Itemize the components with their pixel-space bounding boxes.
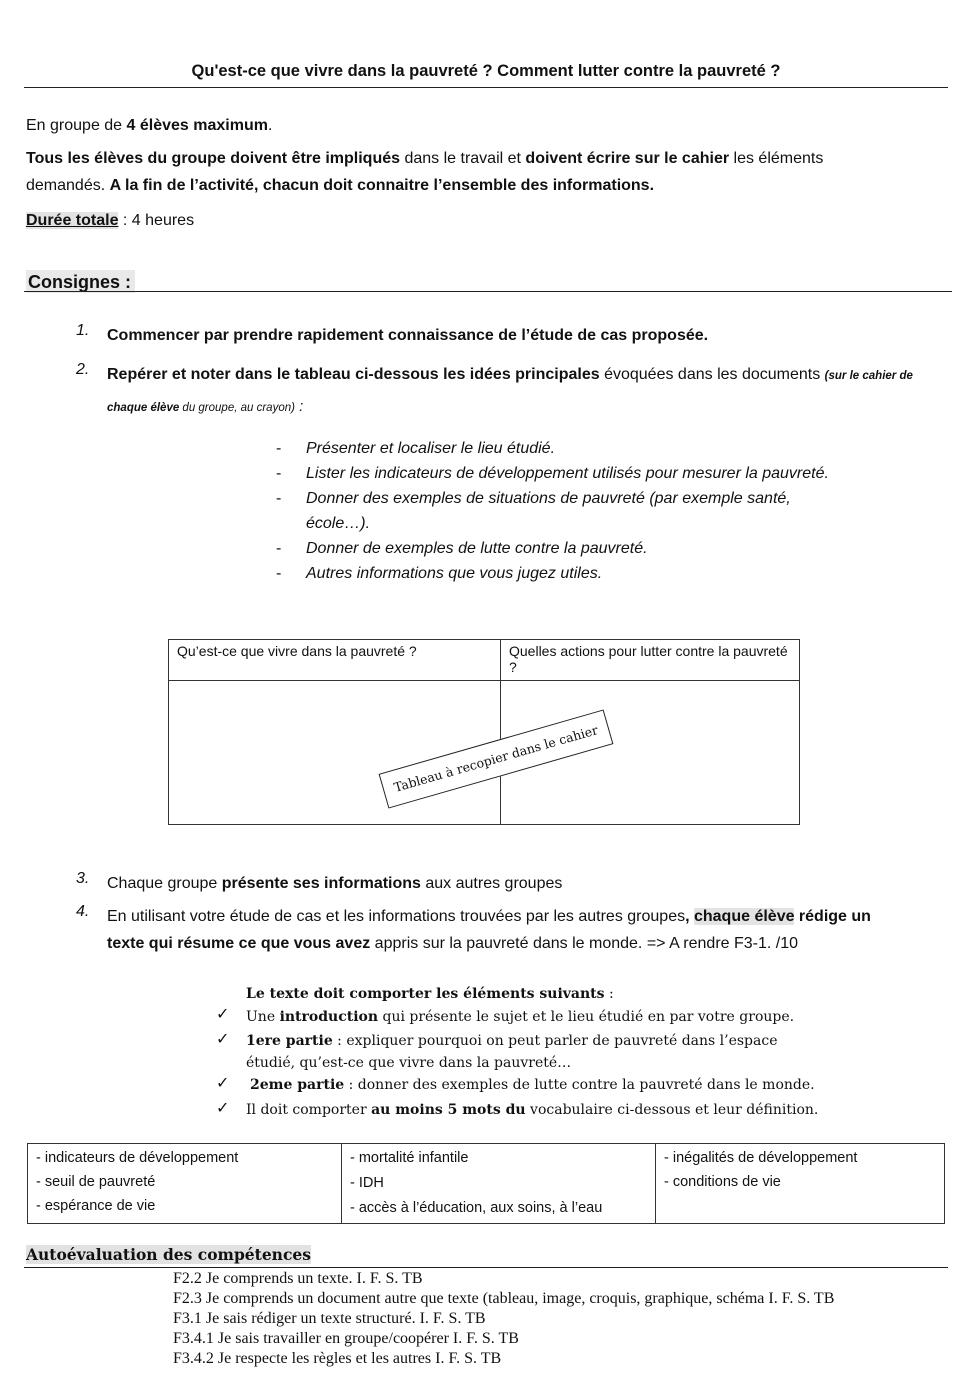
step-2-number: 2. [76, 361, 90, 378]
title-divider [24, 87, 948, 88]
vocab-column-3 [656, 1144, 945, 1224]
duration-value: : 4 heures [118, 212, 195, 229]
bullet-text: Donner de exemples de lutte contre la pauvreté. [306, 540, 648, 557]
step-4-highlight: chaque élève [693, 908, 795, 925]
checkmark-icon: ✓ [216, 1006, 230, 1023]
table-header-poverty: Qu’est-ce que vivre dans la pauvreté ? [169, 640, 501, 681]
consignes-divider [24, 291, 952, 292]
competence-item: F3.4.2 Je respecte les règles et les autres I. F. S. TB [173, 1350, 502, 1367]
requirement-part-1 [246, 1030, 806, 1074]
req-2-text: : expliquer pourquoi on peut parler de pauvreté dans l’espace étudié, qu’est-ce que vivre dans la pauvreté… [246, 1033, 778, 1071]
knowledge-line [26, 172, 926, 200]
checkmark-icon: ✓ [216, 1075, 230, 1092]
vocab-term: - mortalité infantile [350, 1150, 469, 1166]
autoevaluation-divider [24, 1267, 948, 1268]
vocab-term: - accès à l’éducation, aux soins, à l’eau [350, 1200, 603, 1216]
req-1-prefix: Une [246, 1009, 280, 1025]
competence-item: F2.3 Je comprends un document autre que texte (tableau, image, croquis, graphique, schéma I. F. S. TB [173, 1290, 835, 1307]
vocab-term: - IDH [350, 1175, 384, 1191]
bullet-text: Donner des exemples de situations de pauvreté (par exemple santé, école…). [306, 490, 791, 532]
step-2-note-student: chaque élève [107, 402, 180, 414]
req-1-text: qui présente le sujet et le lieu étudié en par votre groupe. [378, 1009, 795, 1025]
list-item: - Lister les indicateurs de développement utilisés pour mesurer la pauvreté. [276, 461, 836, 486]
step-3-number: 3. [76, 870, 90, 887]
step-4-line-1 [107, 903, 871, 931]
competence-item: F2.2 Je comprends un texte. I. F. S. TB [173, 1270, 423, 1287]
vocab-term: - espérance de vie [36, 1198, 156, 1214]
step-2-note-text: du groupe, au crayon) [179, 402, 295, 414]
step-3-text [107, 870, 562, 898]
page-title: Qu'est-ce que vivre dans la pauvreté ? Comment lutter contre la pauvreté ? [191, 62, 781, 80]
requirements-heading [246, 983, 614, 1005]
step-3-end: aux autres groupes [420, 875, 563, 892]
requirement-part-2 [250, 1074, 850, 1096]
req-4-text: vocabulaire ci-dessous et leur définition. [525, 1102, 819, 1118]
bullet-text: Présenter et localiser le lieu étudié. [306, 440, 556, 457]
consignes-heading: Consignes : [26, 270, 135, 293]
knowledge-bold: A la fin de l’activité, chacun doit connaitre l’ensemble des informations. [109, 177, 655, 194]
req-3-bold: 2eme partie [250, 1077, 345, 1093]
step-4-plain-2: appris sur la pauvreté dans le monde. => A rendre F3-1. /10 [370, 935, 799, 952]
group-size-line [26, 112, 272, 140]
task-bullet-list [276, 436, 836, 586]
step-4-line-2 [107, 930, 798, 958]
copy-table-stamp: Tableau à recopier dans le cahier [379, 709, 614, 808]
requirement-introduction [246, 1006, 846, 1028]
checkmark-icon: ✓ [216, 1100, 230, 1117]
list-item: - Donner de exemples de lutte contre la pauvreté. [276, 536, 836, 561]
step-3-bold: présente ses informations [221, 875, 421, 892]
step-2-bold: Repérer et noter dans le tableau ci-dessous les idées principales [107, 366, 600, 383]
step-4-bold-2: texte qui résume ce que vous avez [107, 935, 371, 952]
group-prefix: En groupe de [26, 117, 127, 134]
step-3-plain: Chaque groupe [107, 875, 222, 892]
requested-text: demandés. [26, 177, 110, 194]
step-2-note-bold: (sur le cahier de [824, 370, 913, 382]
vocabulary-table [27, 1143, 945, 1224]
vocab-term: - seuil de pauvreté [36, 1174, 156, 1190]
requirements-heading-colon: : [604, 986, 614, 1002]
bullet-text: Lister les indicateurs de développement utilisés pour mesurer la pauvreté. [306, 465, 829, 482]
vocab-term: - indicateurs de développement [36, 1150, 239, 1166]
step-2-plain: évoquées dans les documents [599, 366, 825, 383]
vocab-term: - conditions de vie [664, 1174, 781, 1190]
list-item: - Donner des exemples de situations de pauvreté (par exemple santé, école…). [276, 486, 836, 536]
req-4-prefix: Il doit comporter [246, 1102, 372, 1118]
step-2-text [107, 361, 952, 390]
autoevaluation-heading: Autoévaluation des compétences [26, 1245, 311, 1264]
list-item: - Présenter et localiser le lieu étudié. [276, 436, 836, 461]
req-1-bold: introduction [279, 1009, 379, 1025]
write-text: les éléments [729, 150, 824, 167]
step-1-bold: Commencer par prendre rapidement connaissance de l’étude de cas proposée. [107, 327, 709, 344]
req-2-bold: 1ere partie [246, 1033, 333, 1049]
poverty-table [168, 639, 800, 825]
vocab-term: - inégalités de développement [664, 1150, 858, 1166]
list-item: - Autres informations que vous jugez utiles. [276, 561, 836, 586]
req-3-text: : donner des exemples de lutte contre la pauvreté dans le monde. [344, 1077, 815, 1093]
vocab-column-1 [28, 1144, 342, 1224]
group-size: 4 élèves maximum [126, 117, 268, 134]
step-2-note [107, 398, 303, 415]
step-4-number: 4. [76, 903, 90, 920]
requirements-heading-text: Le texte doit comporter les éléments suivants [246, 986, 605, 1002]
involvement-text: dans le travail et [400, 150, 526, 167]
competence-item: F3.1 Je sais rédiger un texte structuré. I. F. S. TB [173, 1310, 486, 1327]
req-4-bold: au moins 5 mots du [371, 1102, 526, 1118]
checkmark-icon: ✓ [216, 1031, 230, 1048]
table-header-actions: Quelles actions pour lutter contre la pauvreté ? [501, 640, 800, 681]
step-4-bold: rédige un [794, 908, 871, 925]
write-bold: doivent écrire sur le cahier [525, 150, 730, 167]
bullet-text: Autres informations que vous jugez utiles. [306, 565, 603, 582]
requirement-vocabulary [246, 1099, 846, 1121]
step-2-colon: : [294, 398, 304, 415]
step-1-text [107, 322, 708, 350]
duration-label: Durée totale [26, 212, 119, 229]
competence-item: F3.4.1 Je sais travailler en groupe/coopérer I. F. S. TB [173, 1330, 519, 1347]
step-4-plain: En utilisant votre étude de cas et les informations trouvées par les autres groupes [107, 908, 686, 925]
involvement-bold: Tous les élèves du groupe doivent être impliqués [26, 150, 401, 167]
duration-line [26, 207, 194, 235]
step-4-comma: , [685, 908, 694, 925]
involvement-line [26, 145, 926, 173]
group-suffix: . [267, 117, 273, 134]
vocab-column-2 [342, 1144, 656, 1224]
step-1-number: 1. [76, 322, 90, 339]
